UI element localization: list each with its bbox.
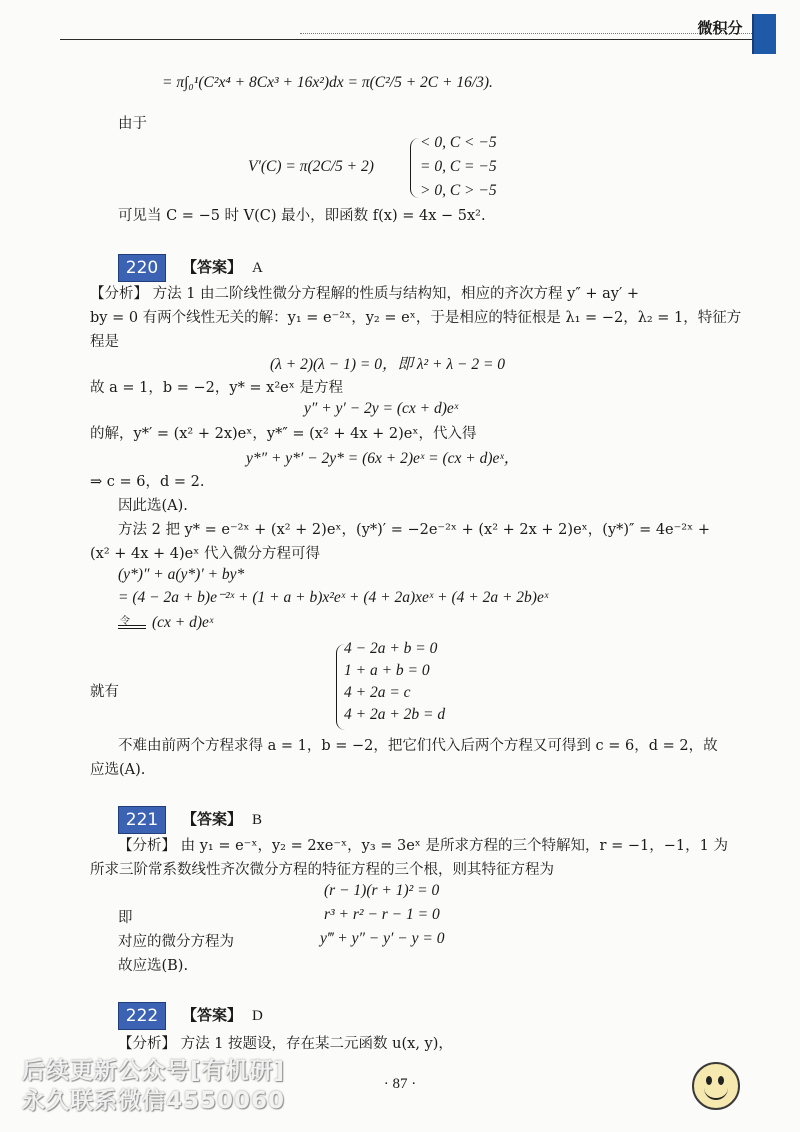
text-line: 的解，y*′ = (x² + 2x)eˣ，y*″ = (x² + 4x + 2)eˣ，代入得 [90,426,477,442]
answer-line [182,256,263,277]
text-line: 不难由前两个方程求得 a = 1，b = −2，把它们代入后两个方程又可得到 c = 6，d = 2，故 [118,738,718,754]
char-equation: (r − 1)(r + 1)² = 0 [324,882,440,899]
answer-line [182,808,262,829]
system-eq-1: 4 − 2a + b = 0 [344,640,438,657]
substitution-equation: y*″ + y*′ − 2y* = (6x + 2)eˣ = (cx + d)eˣ， [246,450,520,467]
expanded-expression: = (4 − 2a + b)e⁻²ˣ + (1 + a + b)x²eˣ + (4 + 2a)xeˣ + (4 + 2a + 2b)eˣ [118,589,549,606]
ode-equation: y‴ + y″ − y′ − y = 0 [320,930,445,947]
text-line: 故 a = 1，b = −2，y* = x²eˣ 是方程 [90,380,344,396]
answer-label: 【答案】 [182,810,243,828]
system-eq-2: 1 + a + b = 0 [344,662,430,679]
watermark-line-2: 永久联系微信4550060 [22,1088,286,1114]
text-line: 【分析】 方法 1 按题设，存在某二元函数 u(x, y)， [118,1036,453,1052]
smiley-face-icon [692,1062,740,1110]
text-youyu: 由于 [118,116,147,132]
vprime-case-2: = 0, C = −5 [420,158,497,175]
integral-result: = π∫₀¹(C²x⁴ + 8Cx³ + 16x²)dx = π(C²/5 + 2C + 16/3). [162,74,493,91]
text-line: 即 [118,910,133,926]
vprime-case-3: > 0, C > −5 [420,182,497,199]
text-line: 【分析】 由 y₁ = e⁻ˣ，y₂ = 2xe⁻ˣ，y₃ = 3eˣ 是所求方程的三个特解知，r = −1，−1，1 为 [118,838,728,854]
text-line: 程是 [90,334,119,350]
text-line: 因此选(A). [118,498,188,514]
answer-value: D [252,1008,263,1024]
header-dotted-rule [300,33,752,34]
derivative-expression: (y*)″ + a(y*)′ + by* [118,566,245,583]
text-line: 对应的微分方程为 [118,934,234,950]
header-rule [60,39,752,40]
text-line: (x² + 4x + 4)eˣ 代入微分方程可得 [90,546,321,562]
ling-label: 令 [120,616,130,627]
cx-d-expression: (cx + d)eˣ [152,614,214,631]
chapter-tab [752,14,776,54]
expanded-equation: r³ + r² − r − 1 = 0 [324,906,440,923]
chapter-title: 微积分 [697,19,743,37]
answer-label: 【答案】 [182,1006,243,1024]
ode-equation: y″ + y′ − 2y = (cx + d)eˣ [304,400,459,417]
system-eq-4: 4 + 2a + 2b = d [344,706,446,723]
text-line: 应选(A). [90,762,146,778]
problem-number-badge: 222 [118,1002,166,1030]
text-line: by = 0 有两个线性无关的解：y₁ = e⁻²ˣ，y₂ = eˣ，于是相应的特征根是 λ₁ = −2，λ₂ = 1，特征方 [90,310,742,326]
problem-number-badge: 220 [118,254,166,282]
def-equal-sign [118,625,146,629]
page-number: · 87 · [383,1076,417,1092]
cases-brace [410,138,419,198]
answer-value: A [252,260,263,276]
vprime-lhs: V′(C) = π(2C/5 + 2) [248,158,374,175]
text-line: 故应选(B). [118,958,189,974]
text-line: 就有 [90,684,119,700]
answer-value: B [252,812,263,828]
conclusion-text: 可见当 C = −5 时 V(C) 最小，即函数 f(x) = 4x − 5x². [118,208,486,224]
vprime-case-1: < 0, C < −5 [420,134,497,151]
text-line: 所求三阶常系数线性齐次微分方程的特征方程的三个根，则其特征方程为 [90,862,554,878]
text-line: 【分析】 方法 1 由二阶线性微分方程解的性质与结构知，相应的齐次方程 y″ + ay′ + [90,286,640,302]
watermark-line-1: 后续更新公众号[有机研] [22,1058,286,1084]
char-equation: (λ + 2)(λ − 1) = 0，即 λ² + λ − 2 = 0 [270,356,506,373]
text-line: 方法 2 把 y* = e⁻²ˣ + (x² + 2)eˣ，(y*)′ = −2e⁻²ˣ + (x² + 2x + 2)eˣ，(y*)″ = 4e⁻²ˣ + [118,522,711,538]
problem-number-badge: 221 [118,806,166,834]
text-line: ⇒ c = 6，d = 2. [90,474,205,490]
answer-line [182,1004,263,1025]
answer-label: 【答案】 [182,258,243,276]
system-eq-3: 4 + 2a = c [344,684,411,701]
